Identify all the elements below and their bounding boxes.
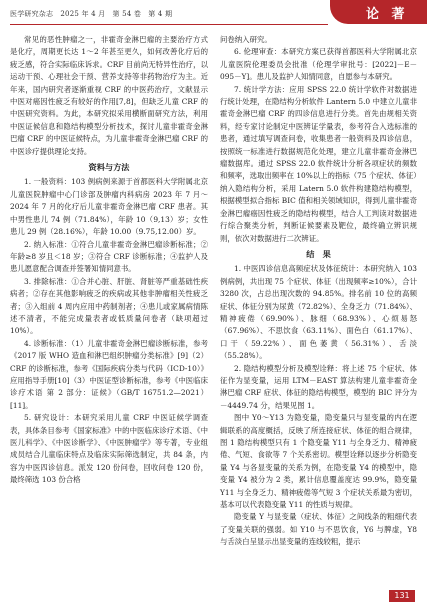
paragraph: 常见的恶性肿瘤之一，非霍奇金淋巴瘤的主要治疗方式是化疗，周期更长达 1～2 年甚至更久，如何改善化疗后的疲乏感，符合实际临床诉求。CRF 目前尚无特异性治疗，以运动干预、心理社会干预、营养支持等非药物治疗为主。近年来，国内研究者逐渐重视 CRF 的中医药治疗，文献显示中医对癌因性疲乏有较好的作用[7,8]，但缺乏儿童 CRF 的中医研究资料。为此，本研究拟采用横断面研究方法，利用中医证候信息和隐结构模型分析技术，探讨儿童非霍奇金淋巴瘤 CRF 的中医证候特点，为儿童非霍奇金淋巴瘤 CRF 的中医诊疗提供理论支持。 bbox=[10, 35, 208, 156]
paragraph: 5. 研究设计：本研究采用儿童 CRF 中医证候学调查表，具体条目参考《国家标准》中的中医临床诊疗术语、《中医儿科学》、《中医诊断学》、《中医肿瘤学》等专著，专业组成员结合儿童临床特点及临床实际筛选制定，共 84 条，内容为中医四诊信息。派发 120 份问卷，回收问卷 120 份，最终筛选 103 份合格 bbox=[10, 413, 208, 485]
page-header bbox=[0, 0, 427, 24]
section-badge bbox=[330, 0, 427, 24]
paragraph: 7. 统计学方法：应用 SPSS 22.0 统计学软件对数据进行统计处理，在隐结构分析软件 Lantern 5.0 中建立儿童非霍奇金淋巴瘤 CRF 的四诊信息进行分类。首先由规相关资料，经专家讨论制定中医辨证学量表，参考符合入选标准的患者，通过填写调查问卷，收集患者一般资料及四诊信息，按照统一标准进行数据规范化处理，建立儿童非霍奇金淋巴瘤数据库。通过 SPSS 22.0 软件统计分析各项症状的频数和频率，选取出频率在 10%以上的指标（75 个症状、体征）纳入隐结构分析，采用 Latern 5.0 软件构建隐结构模型，根据模型拟合指标 BIC 值和相关领域知识，得到儿童非霍奇金淋巴瘤癌因性疲乏的隐结构模型，结合人工判读对数据进行综合聚类分析，判断证候要素及靶位，最终确立辨识规则，依次对数据进行二次辨证。 bbox=[220, 84, 417, 243]
left-column bbox=[10, 34, 208, 487]
paragraph: 2. 纳入标准：①符合儿童非霍奇金淋巴瘤诊断标准；②年龄≥8 岁且＜18 岁；③符合 CRF 诊断标准；④监护人及患儿愿意配合调查并签署知情同意书。 bbox=[10, 239, 208, 274]
paragraph: 1. 一般资料：103 例病例来源于首都医科大学附属北京儿童医院肿瘤中心门诊部及肿瘤内科病房 2023 年 7 月～2024 年 7 月的化疗后儿童非霍奇金淋巴瘤 CRF 患者。其中男性患儿 74 例（71.84%），年龄 10（9,13）岁；女性患儿 29 例（28.16%），年龄 10.00（9.75,12.00）岁。 bbox=[10, 177, 208, 237]
section-title-methods: 资料与方法 bbox=[88, 162, 130, 173]
header-rule bbox=[10, 24, 328, 25]
page-number: 131 bbox=[389, 590, 415, 602]
paragraph: 3. 排除标准：①合并心脏、肝脏、肾脏等严重基础性疾病者；②存在其他影响疲乏的疾病或其他非肿瘤相关性疲乏者；③入组前 4 周内应用中药制剂者；④患儿或家属病情陈述不清者，不能完成量表者或低质量问卷者（缺项超过 10%）。 bbox=[10, 276, 208, 336]
paragraph: 6. 伦理审查：本研究方案已获得首都医科大学附属北京儿童医院伦理委员会批准（伦理学审批号：[2022]－E－095－Y]。患儿及监护人知情同意，自愿参与本研究。 bbox=[220, 47, 417, 82]
section-title-results: 结 果 bbox=[306, 248, 331, 259]
paragraph: 2. 隐结构模型分析及模型诠释：将上述 75 个症状、体征作为显变量，运用 LTM－EAST 算法构建儿童非霍奇金淋巴瘤 CRF 症状、体征的隐结构模型，模型的 BIC 评分为－4449.74 分，结果见图 1。 bbox=[220, 363, 417, 410]
journal-line: 医学研究杂志 2025 年 4 月 第 54 卷 第 4 期 bbox=[10, 10, 173, 18]
paragraph: 隐变量 Y 与显变量（症状、体征）之间线条的粗细代表了变量关联的强弱。如 Y10 与不思饮食，Y6 与脾虚，Y8 与舌淡白呈显示出显变量的连线较粗，提示 bbox=[220, 512, 417, 547]
paragraph: 1. 中医四诊信息高频症状及体征统计：本研究纳入 103 例病例，共出现 75 个症状、体征（出现频率≥10%），合计 3280 次，占总出现次数的 94.85%。排名前 10 位的高频症状、体征分别为尿黄（72.82%）、全身乏力（71.84%）、精神疲倦（69.90%）、脉细（68.93%）、心烦易怒（67.96%）、不思饮食（63.11%）、面色白（61.17%）、口干（59.22%）、面色萎黄（56.31%）、舌淡（55.28%）。 bbox=[220, 264, 417, 361]
paragraph: 4. 诊断标准：（1）儿童非霍奇金淋巴瘤诊断标准，参考《2017 版 WHO 造血和淋巴组织肿瘤分类标准》[9]（2）CRF 的诊断标准，参考《国际疾病分类与代码（ICD-10）》应用指导手册[10]（3）中医证型诊断标准，参考《中医临床诊疗术语 第 2 部分：证候》（GB/T 16751.2—2021）[11]。 bbox=[10, 338, 208, 410]
paragraph: 图中 Y0～Y13 为隐变量，隐变量只与显变量的内在逻辑联系的高度概括，反映了所连接症状、体征的组合规律，图 1 隐结构模型只有 1 个隐变量 Y11 与全身乏力、精神疲倦、气短、食欲等 7 个关系密切。模型诠释以逐步分析隐变量 Y4 与各显变量的关系为例，在隐变量 Y4 的模型中，隐变量 Y4 被分为 2 类，累计信息覆盖度达 99.9%，隐变量 Y11 与全身乏力、精神疲倦等气短 3 个症状关系最为密切，基本可以代表隐变量 Y11 的性质与规律。 bbox=[220, 413, 417, 510]
section-badge-label: 论 著 bbox=[366, 7, 409, 22]
right-column bbox=[220, 34, 417, 549]
paragraph: 问卷纳入研究。 bbox=[220, 35, 272, 44]
